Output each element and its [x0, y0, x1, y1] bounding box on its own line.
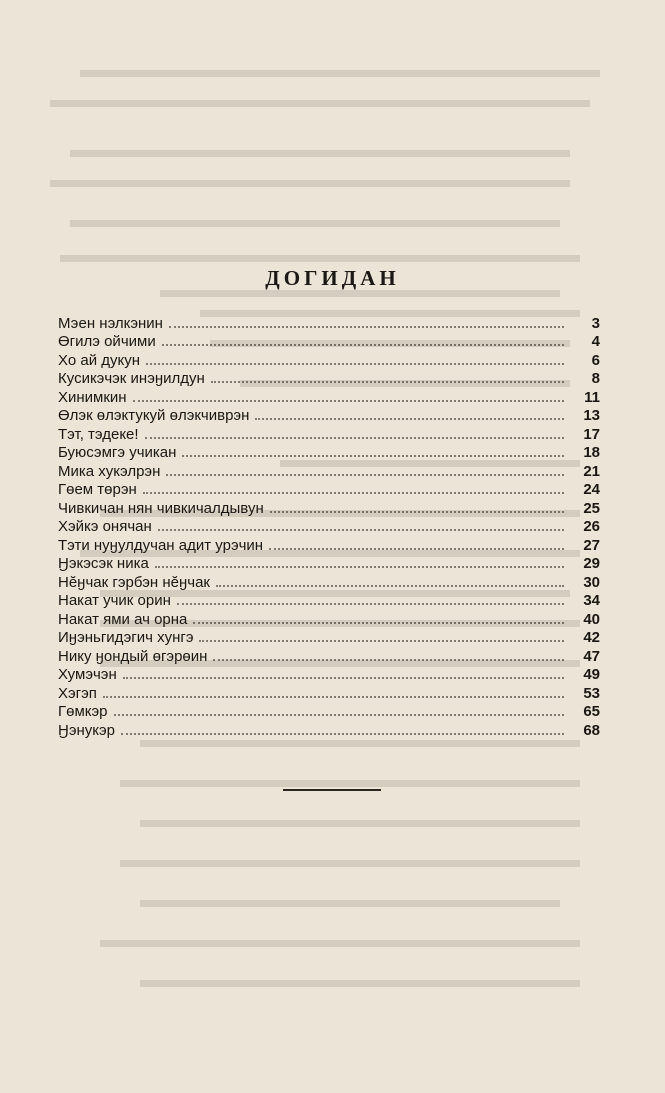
- toc-entry: [58, 646, 600, 665]
- table-of-contents: [58, 313, 600, 739]
- toc-entry: [58, 628, 600, 647]
- toc-entry-page: 8: [591, 370, 600, 387]
- leader-dots: [269, 548, 564, 550]
- page-heading: ДОГИДАН: [265, 266, 400, 290]
- toc-entry: [58, 609, 600, 628]
- toc-entry-page: 3: [591, 314, 600, 332]
- toc-entry: [58, 443, 600, 462]
- toc-entry-page: 29: [583, 555, 600, 572]
- toc-entry-page: 65: [583, 703, 600, 720]
- toc-entry-page: 26: [583, 518, 600, 535]
- leader-dots: [166, 474, 564, 476]
- leader-dots: [177, 603, 564, 605]
- toc-entry: [58, 406, 600, 425]
- toc-entry-page: 53: [583, 684, 600, 702]
- toc-entry-page: 17: [583, 425, 600, 443]
- leader-dots: [193, 622, 564, 624]
- toc-entry: [58, 480, 600, 499]
- leader-dots: [162, 344, 564, 346]
- leader-dots: [169, 326, 564, 328]
- leader-dots: [143, 492, 564, 494]
- leader-dots: [114, 714, 564, 716]
- toc-entry-title: Чивкичан нян чивкичалдывун: [58, 499, 264, 517]
- leader-dots: [213, 659, 564, 661]
- toc-entry: [58, 313, 600, 332]
- toc-entry-title: Ӈэнукэр: [58, 721, 115, 739]
- toc-entry-title: Хинимкин: [58, 388, 127, 406]
- toc-entry-page: 49: [583, 666, 600, 683]
- toc-entry-title: Тэт, тэдеке!: [58, 425, 139, 443]
- leader-dots: [211, 381, 564, 383]
- leader-dots: [255, 418, 564, 420]
- leader-dots: [199, 640, 564, 642]
- toc-entry-title: Хумэчэн: [58, 666, 117, 683]
- toc-entry: [58, 665, 600, 684]
- toc-entry-title: Хэйкэ онячан: [58, 518, 152, 535]
- toc-entry: [58, 554, 600, 573]
- leader-dots: [123, 677, 564, 679]
- toc-entry-page: 4: [591, 333, 600, 350]
- toc-entry: [58, 387, 600, 406]
- toc-entry-title: Ӈэкэсэк ника: [58, 555, 149, 572]
- toc-entry-page: 25: [583, 499, 600, 517]
- toc-entry-page: 40: [583, 610, 600, 628]
- leader-dots: [103, 696, 564, 698]
- toc-entry-page: 27: [583, 536, 600, 554]
- toc-entry-page: 68: [583, 721, 600, 739]
- toc-entry-page: 18: [583, 444, 600, 461]
- toc-entry-page: 24: [583, 481, 600, 498]
- toc-entry-title: Өгилэ ойчими: [58, 333, 156, 350]
- leader-dots: [182, 455, 564, 457]
- toc-entry: [58, 369, 600, 388]
- leader-dots: [216, 585, 564, 587]
- toc-entry-title: Кусикэчэк инэӈилдун: [58, 370, 205, 387]
- toc-entry: [58, 720, 600, 739]
- toc-entry-page: 13: [583, 407, 600, 424]
- toc-entry-title: Нӗӈчак гэрбэн нӗӈчак: [58, 573, 210, 591]
- toc-entry: [58, 461, 600, 480]
- toc-entry-page: 30: [583, 573, 600, 591]
- leader-dots: [133, 400, 564, 402]
- toc-entry-title: Тэти нуӈулдучан адит урэчин: [58, 536, 264, 554]
- toc-entry: [58, 332, 600, 351]
- toc-entry-title: Мэен нэлкэнин: [58, 314, 163, 332]
- leader-dots: [155, 566, 564, 568]
- toc-entry-title: Буюсэмгэ учикан: [58, 444, 177, 461]
- toc-entry: [58, 683, 600, 702]
- toc-entry-page: 21: [583, 462, 600, 480]
- leader-dots: [270, 511, 564, 513]
- toc-entry-page: 42: [583, 629, 600, 646]
- toc-entry-title: Хэгэп: [58, 684, 97, 702]
- toc-entry-title: Гөем төрэн: [58, 481, 137, 498]
- toc-entry-title: Гөмкэр: [58, 703, 108, 720]
- toc-entry: [58, 517, 600, 536]
- toc-entry: [58, 350, 600, 369]
- toc-entry-title: Өлэк өлэктукуй өлэкчиврэн: [58, 407, 250, 424]
- toc-entry-title: Иӈэньгидэгич хунгэ: [58, 629, 194, 646]
- toc-entry-title: Накат ями ач орна: [58, 610, 188, 628]
- toc-entry-page: 34: [583, 592, 600, 609]
- leader-dots: [146, 363, 564, 365]
- toc-entry: [58, 424, 600, 443]
- toc-entry-title: Нику ӈондый өгэрөин: [58, 647, 208, 665]
- toc-entry-page: 47: [583, 647, 600, 665]
- toc-entry-title: Накат учик орин: [58, 592, 171, 609]
- leader-dots: [145, 437, 564, 439]
- toc-entry-title: Мика хукэлрэн: [58, 462, 161, 480]
- toc-entry-page: 6: [591, 351, 600, 369]
- toc-entry-title: Хо ай дукун: [58, 351, 141, 369]
- toc-entry: [58, 591, 600, 610]
- toc-entry: [58, 572, 600, 591]
- leader-dots: [121, 733, 564, 735]
- leader-dots: [158, 529, 564, 531]
- toc-entry: [58, 535, 600, 554]
- toc-entry: [58, 702, 600, 721]
- toc-entry-page: 11: [584, 388, 600, 406]
- divider-rule: [283, 789, 381, 791]
- toc-entry: [58, 498, 600, 517]
